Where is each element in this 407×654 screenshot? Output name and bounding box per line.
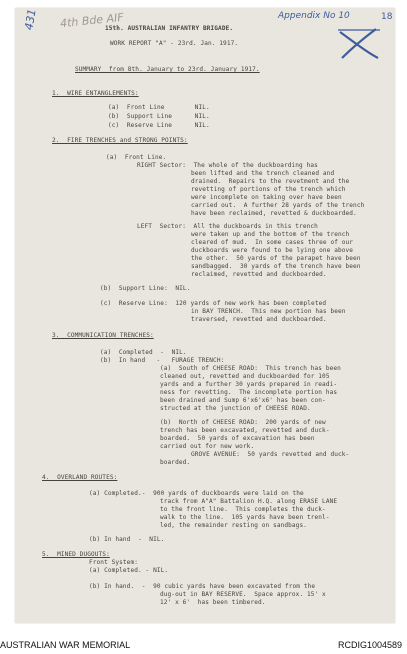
line: (b) Support Line NIL. [108,113,210,120]
line: carried out for new work. [160,443,255,450]
line: LEFT Sector: All the duckboards in this trench [137,223,318,230]
line: 12' x 6' has been timbered. [160,599,266,606]
line: duckboards were found to be lying one above [191,247,354,254]
line: were taken up and the bottom of the trench [191,231,350,238]
line: (a) Completed. - NIL. [89,567,169,574]
line: been drained and Sump 6'x6'x6' has been con- [160,397,326,404]
line: structed at the junction of CHEESE ROAD. [160,405,311,412]
appendix-label: Appendix No 10 [278,11,350,21]
blue-cross-mark [336,26,382,62]
line: (a) South of CHEESE ROAD: This trench has been [160,365,341,372]
report-line: WORK REPORT "A" - 23rd. Jan. 1917. [110,40,239,47]
line: yards and a further 30 yards prepared in readi- [160,381,338,388]
line: in BAY TRENCH. This new portion has been [191,308,346,315]
top-right-number: 18 [381,12,393,22]
line: walk to the line. 105 yards have been trenl- [160,514,330,521]
line: reclaimed, revetted and duckboarded. [191,271,327,278]
section-3-heading: 3. COMMUNICATION TRENCHES: [52,332,154,339]
line: (c) Reserve Line: 120 yards of new work has been completed [100,300,327,307]
line: carried out. A further 28 yards of the trench [191,202,365,209]
line: (b) In hand. - 90 cubic yards have been excavated from the [89,583,316,590]
line: traversed, revetted and duckboarded. [191,316,327,323]
line: to the front line. This completes the duck- [160,506,326,513]
line: (a) Front Line NIL. [108,104,210,111]
page-number: 431 [22,8,39,31]
line: track from A"A" Battalion H.Q. along ERASE LANE [160,498,338,505]
line: sandbagged. 30 yards of the trench have been [191,263,361,270]
line: cleaned out, revetted and duckboarded for 105 [160,373,330,380]
pencil-note: 4th Bde AIF [59,10,125,31]
line: (b) North of CHEESE ROAD: 200 yards of new [160,419,326,426]
line: revetting of portions of the trench which [191,186,346,193]
footer-right-id: RCDIG1004589 [337,640,402,650]
line: ness for revetting. The incomplete portion has [160,389,338,396]
section-2-heading: 2. FIRE TRENCHES and STRONG POINTS: [52,137,188,144]
line: boarded. [160,459,191,466]
line: RIGHT Sector: The whole of the duckboarding has [137,162,318,169]
line: led, the remainder resting on sandbags. [160,522,307,529]
line: been lifted and the trench cleaned and [191,170,335,177]
line: (c) Reserve Line NIL. [108,122,210,129]
line: were incomplete on taking over have been [191,194,342,201]
line: (b) In hand - FURAGE TRENCH: [100,357,225,364]
line: (b) In hand - NIL. [89,536,165,543]
section-4-heading: 4. OVERLAND ROUTES: [42,474,118,481]
section-1-heading: 1. WIRE ENTANGLEMENTS: [52,90,139,97]
line: GROVE AVENUE: 50 yards revetted and duck- [191,451,350,458]
line: (b) Support Line: NIL. [100,285,191,292]
summary-line: SUMMARY from 8th. January to 23rd. January 1917. [75,66,260,73]
line: trench has been excavated, revetted and duck- [160,427,330,434]
section-5-heading: 5. MINED DUGOUTS: [42,551,110,558]
line: the other. 50 yards of the parapet have been [191,255,361,262]
footer-left-credit: AUSTRALIAN WAR MEMORIAL [0,640,131,650]
line: dug-out in BAY RESERVE. Space approx. 15' x [160,591,326,598]
line: have been reclaimed, revetted & duckboarded. [191,210,357,217]
line: (a) Completed.- 900 yards of duckboards were laid on the [89,490,304,497]
line: drained. Repairs to the revetment and the [191,178,350,185]
line: boarded. 50 yards of excavation has been [160,435,315,442]
line: cleared of mud. In some cases three of our [191,239,354,246]
line: Front System: [89,559,138,566]
line: (a) Completed - NIL. [100,349,187,356]
document-title: 15th. AUSTRALIAN INFANTRY BRIGADE. [105,25,234,32]
line: (a) Front Line. [106,154,167,161]
